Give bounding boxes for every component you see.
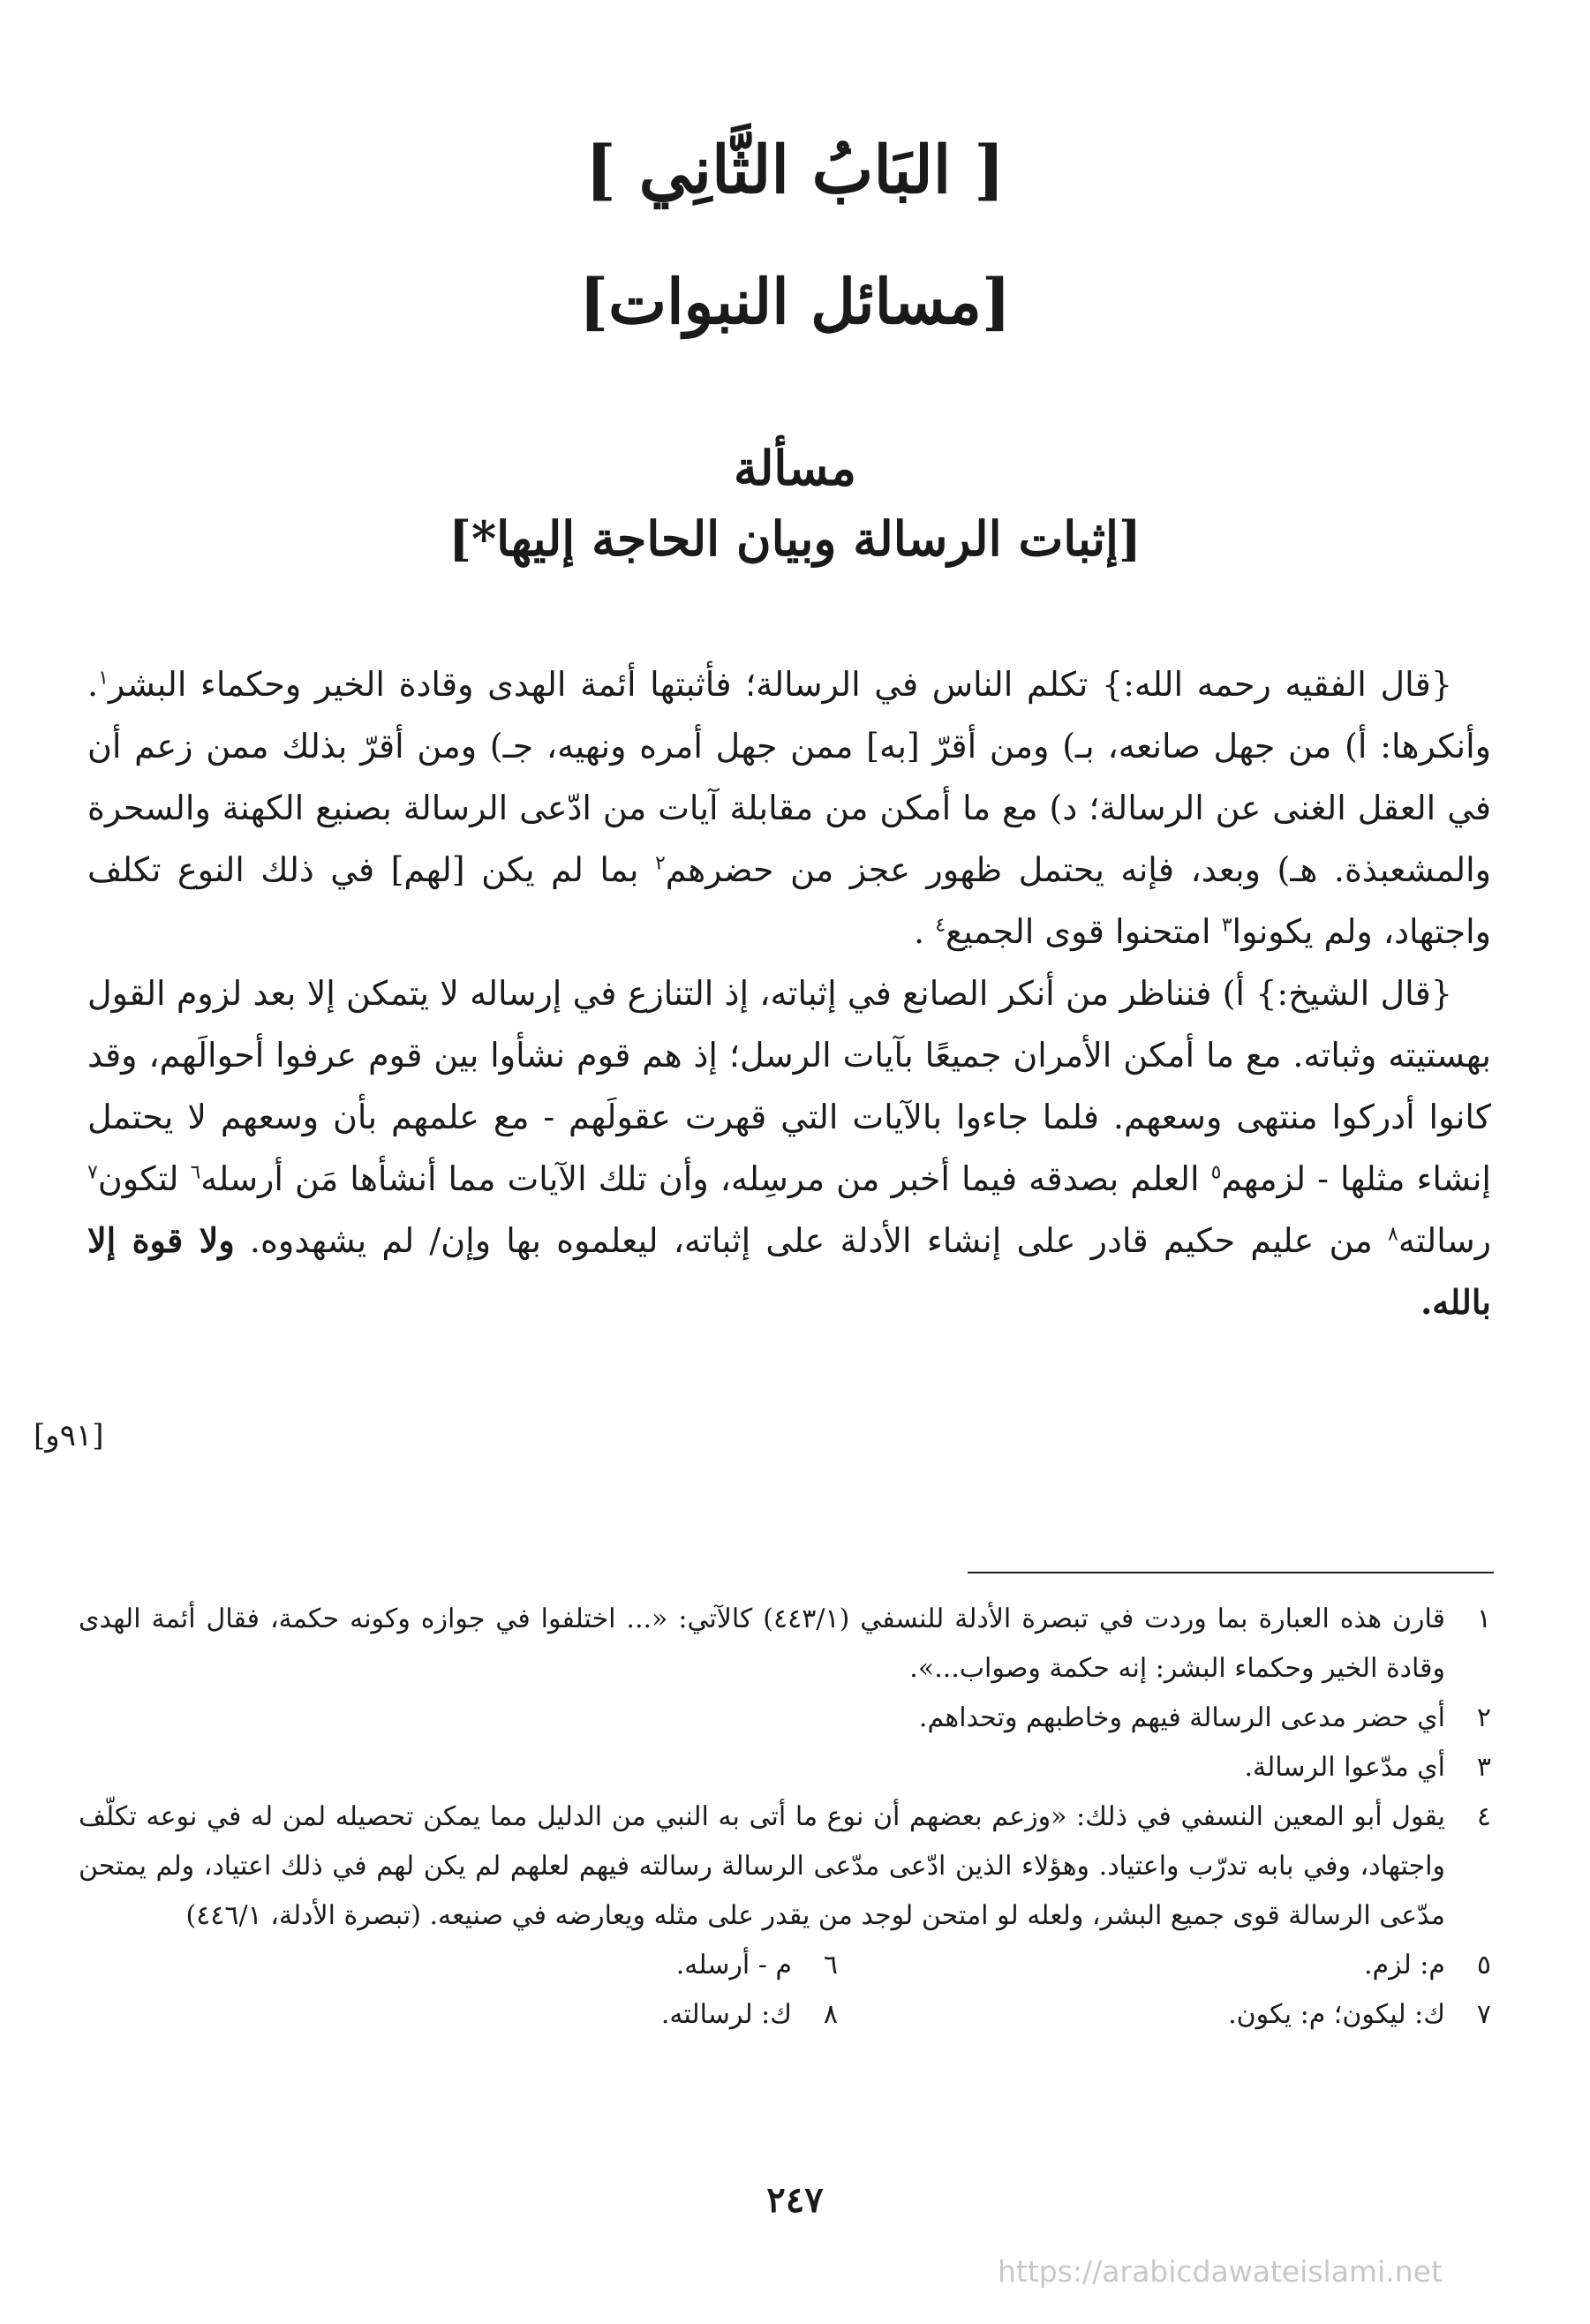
footnote-6 [185,1941,838,1990]
footnote-7 [838,1990,1491,2040]
footnote-2 [79,1694,1491,1743]
footnote-text: يقول أبو المعين النسفي في ذلك: «وزعم بعضهم أن نوع ما أتى به النبي من الدليل مما يمكن تحصيله لمن له في نوعه تكلّف واجتهاد، وفي بابه تدرّب واعتياد. وهؤلاء الذين ادّعى مدّعى الرسالة رسالته فيهم لعلهم لم يكن لهم في ذلك اعتياد، ولم يمتحن مدّعى الرسالة قوى جميع البشر، ولعله لو امتحن لوجد من يقدر على مثله ويعارضه في صنيعه. (تبصرة الأدلة، ٤٤٦/١) [79,1801,1445,1931]
footnote-ref-3: ٣ [1221,914,1232,937]
footnote-1 [79,1595,1491,1694]
section-title: [مسائل النبوات] [579,265,1011,338]
footnote-number: ١ [1476,1603,1491,1634]
footnote-separator [968,1572,1494,1573]
text-run: {قال الشيخ:} أ) فنناظر من أنكر الصانع في إثباته، إذ التنازع في إرساله لا يتمكن إلا بعد لزوم القول بهستيته وثباته. مع ما أمكن الأمران جميعًا بآيات الرسل؛ إذ هم قوم نشأوا بين قوم عرفوا أحوالَهم، وقد كانوا أدركوا منتهى وسعهم. فلما جاءوا بالآيات التي قهرت عقولَهم - مع علمهم بأن وسعهم لا يحتمل إنشاء مثلها - لزمهم [87,974,1491,1198]
text-run: بما لم يكن [لهم] في ذلك النوع تكلف واجتهاد، ولم يكونوا [87,850,1491,951]
footnote-4 [79,1792,1491,1941]
footnote-ref-6: ٦ [190,1161,201,1184]
text-run: . [914,912,936,951]
chapter-title: [ البَابُ الثَّانِي ] [584,132,1006,208]
footnote-pair-7-8 [79,1990,1491,2040]
text-run: رسالته [1398,1221,1492,1260]
footnote-number: ٣ [1476,1752,1491,1783]
paragraph-faqih [87,653,1491,962]
footnote-ref-8: ٨ [1388,1223,1398,1246]
footnote-text: قارن هذه العبارة بما وردت في تبصرة الأدلة للنسفي (٤٤٣/١) كالآتي: «... اختلفوا في جوازه وكونه حكمة، فقال أئمة الهدى وقادة الخير وحكماء البشر: إنه حكمة وصواب...». [79,1603,1445,1684]
text-run: لتكون [97,1159,191,1198]
footnote-text: أي حضر مدعى الرسالة فيهم وخاطبهم وتحداهم. [918,1702,1445,1733]
watermark-url: https://arabicdawateislami.net [998,2254,1443,2289]
page-number: ٢٤٧ [766,2179,824,2221]
masala-label: مسألة [734,440,856,496]
footnote-text: ك: لرسالته. [660,1999,792,2030]
footnote-number: ٦ [823,1950,838,1981]
text-run: العلم بصدقه فيما أخبر من مرسِله، وأن تلك الآيات مما أنشأها مَن أرسله [200,1159,1211,1198]
footnote-ref-5: ٥ [1210,1161,1222,1184]
footnote-number: ٢ [1476,1702,1491,1733]
footnote-number: ٨ [823,1999,838,2030]
footnote-number: ٥ [1476,1950,1491,1981]
footnote-text: ك: ليكون؛ م: يكون. [1228,1999,1445,2030]
footnote-text: أي مدّعوا الرسالة. [1244,1752,1445,1783]
footnote-pair-5-6 [79,1941,1491,1990]
footnote-ref-4: ٤ [935,914,946,937]
footnote-text: م - أرسله. [675,1950,792,1981]
closing-phrase: ولا قوة إلا بالله. [87,1220,1491,1322]
text-run: {قال الفقيه رحمه الله:} تكلم الناس في الرسالة؛ فأثبتها أئمة الهدى وقادة الخير وحكماء البشر [108,665,1452,704]
main-text [87,653,1491,1333]
footnote-ref-7: ٧ [87,1161,98,1184]
footnote-5 [838,1941,1491,1990]
footnote-3 [79,1743,1491,1792]
footnote-ref-1: ١ [98,667,109,690]
text-run: . وأنكرها: أ) من جهل صانعه، بـ) ومن أقرّ [به] ممن جهل أمره ونهيه، جـ) ومن أقرّ بذلك ممن زعم أن في العقل الغنى عن الرسالة؛ د) مع ما أمكن من مقابلة آيات من ادّعى الرسالة بصنيع الكهنة والسحرة والمشعبذة. هـ) وبعد، فإنه يحتمل ظهور عجز من حضرهم [87,665,1491,889]
text-run: امتحنوا قوى الجميع [946,912,1222,951]
text-run: من عليم حكيم قادر على إنشاء الأدلة على إثباته، ليعلموه بها وإن/ لم يشهدوه. [234,1221,1388,1260]
footnote-ref-2: ٢ [654,852,666,875]
footnote-text: م: لزم. [1363,1950,1445,1981]
footnote-number: ٤ [1476,1801,1491,1832]
manuscript-folio-ref: [٩١و] [34,1418,104,1453]
footnotes [79,1595,1491,2040]
footnote-8 [185,1990,838,2040]
paragraph-shaykh [87,962,1491,1333]
masala-title: [إثبات الرسالة وبيان الحاجة إليها*] [448,510,1142,567]
footnote-number: ٧ [1476,1999,1491,2030]
